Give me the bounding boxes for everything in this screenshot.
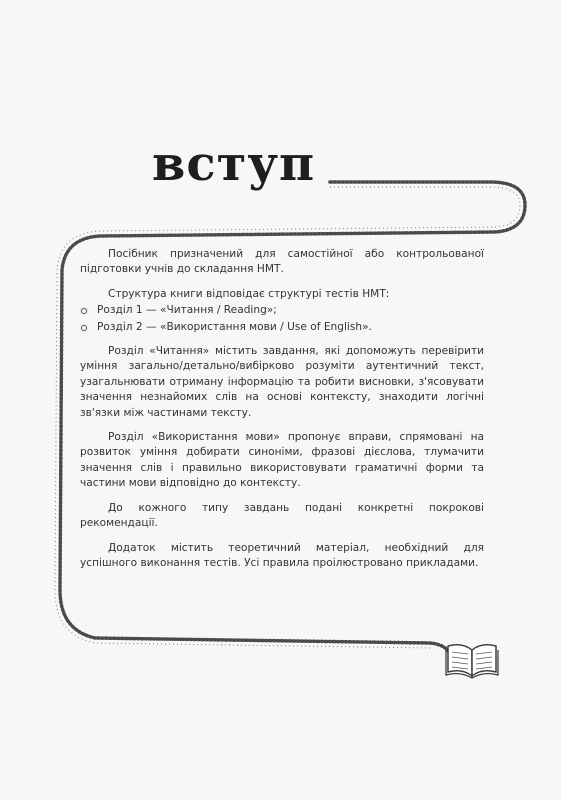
open-book-icon (444, 640, 500, 680)
list-item-label: Розділ 1 — «Читання / Reading»; (97, 304, 277, 317)
sections-list (80, 303, 484, 335)
flower-bullet-icon (80, 307, 88, 315)
paragraph-appendix: Додаток містить теоретичний матеріал, необхідний для успішного виконання тестів. Усі правила проілюстровано прикладами. (80, 541, 484, 569)
paragraph-structure: Структура книги відповідає структурі тестів НМТ: (108, 287, 390, 300)
intro-text (80, 247, 484, 580)
list-item-label: Розділ 2 — «Використання мови / Use of English». (97, 320, 372, 333)
paragraph-purpose: Посібник призначений для самостійної або контрольованої підготовки учнів до складання НМТ. (80, 248, 484, 276)
list-item (80, 320, 484, 335)
list-item (80, 303, 484, 318)
paragraph-reading: Розділ «Читання» містить завдання, які допоможуть перевірити уміння загально/детально/вибірково розуміти аутентичний текст, узагальнювати отриману інформацію та робити висновки, з'ясовувати значення незнайомих слів на основі контексту, знаходити логічні зв'язки між частинами тексту. (80, 345, 484, 419)
paragraph-use-of-language: Розділ «Використання мови» пропонує вправи, спрямовані на розвиток уміння добирати синоніми, фразові дієслова, тлумачити значення слів і правильно використовувати граматичні форми та частини мови відповідно до контексту. (80, 431, 484, 490)
paragraph-recommendations: До кожного типу завдань подані конкретні покрокові рекомендації. (80, 501, 484, 530)
page-title: вступ (152, 136, 316, 192)
flower-bullet-icon (80, 324, 88, 332)
